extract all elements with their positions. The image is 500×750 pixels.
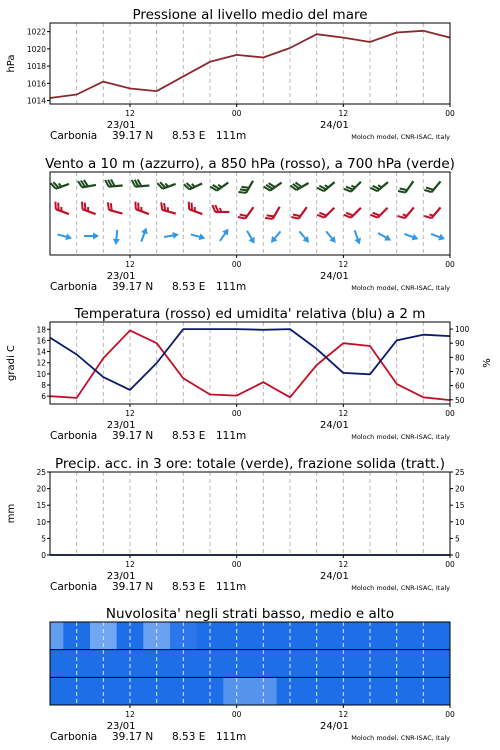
- location-name: Carbonia: [50, 430, 98, 442]
- cloud-cell-medio: [50, 650, 64, 678]
- plot-area: [50, 472, 450, 555]
- y-tick-label: 20: [455, 484, 465, 494]
- y-tick-label: 1016: [26, 79, 46, 89]
- location-lon: 8.53 E: [172, 130, 206, 142]
- location-lon: 8.53 E: [172, 731, 206, 743]
- x-tick-label: 00: [231, 560, 242, 569]
- y-tick-label: 20: [36, 484, 46, 494]
- y-tick-label: 15: [455, 501, 465, 511]
- x-tick-label: 12: [338, 560, 349, 569]
- location-name: Carbonia: [50, 130, 98, 142]
- date-label: 24/01: [320, 420, 349, 431]
- barb-half-feather: [193, 207, 196, 211]
- panel-pressure: [6, 7, 455, 142]
- y-tick-label: 5: [41, 534, 46, 544]
- cloud-cell-alto: [50, 622, 64, 650]
- y-tick-label: 16: [36, 336, 46, 346]
- y-tick-label: 100: [455, 325, 470, 335]
- x-tick-label: 00: [445, 560, 455, 569]
- x-tick-label: 12: [125, 710, 135, 719]
- y-tick-label: 10: [36, 369, 46, 379]
- date-label: 23/01: [106, 420, 136, 431]
- y-tick-label: 70: [455, 367, 465, 377]
- x-tick-label: 12: [338, 109, 349, 118]
- location-lat: 39.17 N: [112, 581, 154, 593]
- date-label: 24/01: [320, 721, 349, 732]
- location-lat: 39.17 N: [112, 731, 154, 743]
- x-tick-label: 12: [338, 260, 349, 269]
- y-axis-label: hPa: [6, 54, 17, 73]
- model-credit: Moloch model, CNR-ISAC, Italy: [351, 133, 450, 141]
- x-tick-label: 00: [231, 260, 242, 269]
- y-tick-label: 5: [455, 534, 460, 544]
- panel-title: Precip. acc. in 3 ore: totale (verde), frazione solida (tratt.): [55, 456, 445, 472]
- y-tick-label: 6: [41, 392, 46, 402]
- panel-precip: [6, 456, 465, 593]
- location-name: Carbonia: [50, 731, 98, 743]
- cloud-cell-basso: [50, 677, 64, 705]
- x-tick-label: 12: [338, 710, 349, 719]
- barb-half-feather: [60, 207, 63, 211]
- model-credit: Moloch model, CNR-ISAC, Italy: [351, 433, 450, 441]
- y-tick-label: 80: [455, 353, 465, 363]
- y-tick-label: 14: [36, 347, 46, 357]
- x-tick-label: 12: [125, 109, 135, 118]
- y-tick-label: 90: [455, 339, 465, 349]
- y-tick-label: 25: [36, 468, 46, 477]
- y-tick-label: 0: [455, 551, 460, 560]
- y-axis-label: gradi C: [6, 345, 17, 381]
- location-lon: 8.53 E: [172, 430, 206, 442]
- model-credit: Moloch model, CNR-ISAC, Italy: [351, 284, 450, 292]
- panel-clouds: [50, 606, 455, 743]
- y-tick-label: 8: [41, 381, 46, 391]
- x-tick-label: 00: [445, 409, 455, 418]
- y-tick-label: 1014: [26, 96, 46, 106]
- location-lat: 39.17 N: [112, 430, 154, 442]
- location-alt: 111m: [216, 581, 247, 593]
- x-tick-label: 00: [231, 710, 242, 719]
- location-name: Carbonia: [50, 581, 98, 593]
- x-tick-label: 00: [231, 409, 242, 418]
- date-label: 24/01: [320, 571, 349, 582]
- barb-half-feather: [140, 207, 143, 211]
- plot-area: [50, 322, 450, 404]
- panel-title: Nuvolosita' negli strati basso, medio e alto: [105, 606, 395, 622]
- y-tick-label: 1020: [26, 44, 46, 54]
- date-label: 23/01: [106, 271, 136, 282]
- y-tick-label: 10: [36, 517, 46, 527]
- model-credit: Moloch model, CNR-ISAC, Italy: [351, 584, 450, 592]
- y-tick-label: 10: [455, 517, 465, 527]
- cloud-cell-alto: [437, 622, 451, 650]
- y-tick-label: 60: [455, 381, 465, 391]
- y-tick-label: 12: [36, 358, 46, 368]
- y-tick-label: 25: [455, 468, 465, 477]
- cloud-cell-medio: [437, 650, 451, 678]
- model-credit: Moloch model, CNR-ISAC, Italy: [351, 734, 450, 742]
- location-alt: 111m: [216, 731, 247, 743]
- date-label: 23/01: [106, 571, 136, 582]
- location-lat: 39.17 N: [112, 130, 154, 142]
- location-lat: 39.17 N: [112, 281, 154, 293]
- x-tick-label: 00: [445, 260, 455, 269]
- date-label: 23/01: [106, 120, 136, 131]
- date-label: 23/01: [106, 721, 136, 732]
- date-label: 24/01: [320, 271, 349, 282]
- panel-title: Temperatura (rosso) ed umidita' relativa (blu) a 2 m: [74, 306, 426, 322]
- x-tick-label: 12: [125, 260, 135, 269]
- y-tick-label: 1022: [26, 27, 46, 37]
- location-alt: 111m: [216, 430, 247, 442]
- location-alt: 111m: [216, 281, 247, 293]
- panel-title: Pressione al livello medio del mare: [132, 7, 368, 23]
- y-tick-label: 1018: [26, 62, 46, 72]
- panel-temp_rh: [6, 306, 493, 442]
- panel-title: Vento a 10 m (azzurro), a 850 hPa (rosso), a 700 hPa (verde): [45, 156, 455, 172]
- location-name: Carbonia: [50, 281, 98, 293]
- x-tick-label: 12: [125, 409, 135, 418]
- y-tick-label: 15: [36, 501, 46, 511]
- location-lon: 8.53 E: [172, 281, 206, 293]
- y-tick-label: 0: [41, 551, 46, 560]
- x-tick-label: 00: [445, 710, 455, 719]
- barb-half-feather: [87, 207, 90, 211]
- barb-half-feather: [220, 208, 222, 212]
- y-axis-label: mm: [6, 503, 17, 524]
- cloud-cell-basso: [437, 677, 451, 705]
- panel-wind: [45, 156, 455, 293]
- x-tick-label: 12: [125, 560, 135, 569]
- y-tick-label: 18: [36, 325, 46, 335]
- y-tick-label: 50: [455, 395, 465, 405]
- location-lon: 8.53 E: [172, 581, 206, 593]
- y-axis-label-right: %: [482, 358, 493, 368]
- x-tick-label: 12: [338, 409, 349, 418]
- x-tick-label: 00: [231, 109, 242, 118]
- x-tick-label: 00: [445, 109, 455, 118]
- location-alt: 111m: [216, 130, 247, 142]
- date-label: 24/01: [320, 120, 349, 131]
